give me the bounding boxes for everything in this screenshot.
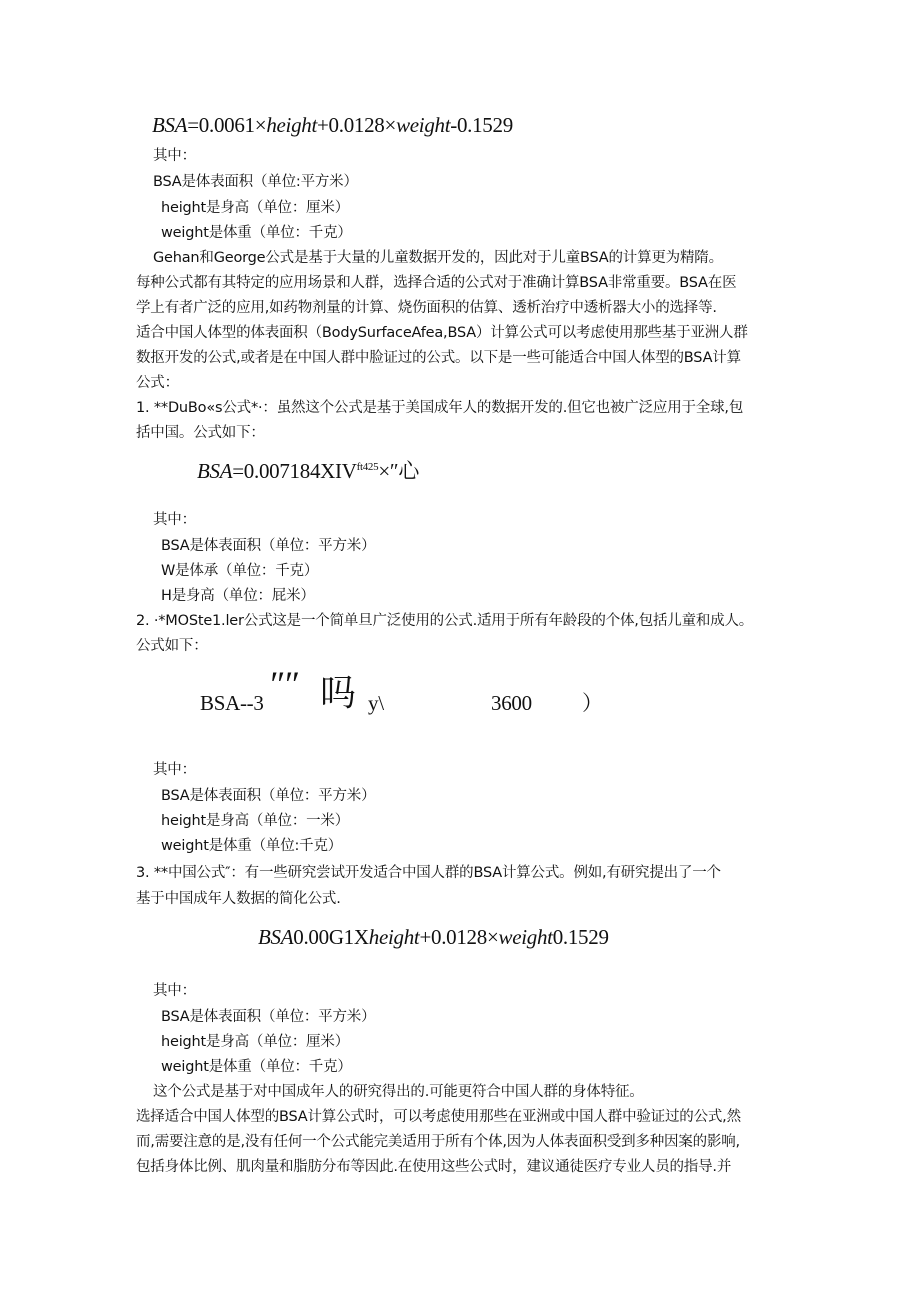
formula-term: =0.0061× bbox=[187, 113, 267, 137]
paragraph-line: Gehan和George公式是基于大量的儿童数据开发的，因此对于儿童BSA的计算更为精隋。 bbox=[153, 250, 723, 266]
paragraph-line: 公式： bbox=[136, 375, 179, 391]
variable-definition: BSA是体表面积（单位：平方米） bbox=[161, 538, 376, 554]
paragraph-line: 括中国。公式如下： bbox=[136, 425, 265, 441]
formula-mosteller-denominator: 3600 bbox=[491, 691, 532, 715]
list-item-chinese-formula: 3. **中国公式″：有一些研究尝试开发适合中国人群的BSA计算公式。例如,有研究提出了一个 bbox=[136, 865, 721, 881]
where-label: 其中： bbox=[153, 512, 196, 528]
where-label: 其中： bbox=[153, 762, 196, 778]
formula-term: BSA bbox=[258, 925, 294, 949]
formula-term: BSA bbox=[197, 459, 233, 483]
formula-term: 0.00G1X bbox=[293, 925, 369, 949]
formula-term: +0.0128× bbox=[317, 113, 397, 137]
paragraph-line: 每种公式都有其特定的应用场景和人群，选择合适的公式对于准确计算BSA非常重要。BSA在医 bbox=[136, 275, 737, 291]
formula-chinese bbox=[258, 924, 609, 950]
variable-definition: BSA是体表面积（单位：平方米） bbox=[161, 1009, 376, 1025]
variable-definition: height是身高（单位：一米） bbox=[161, 813, 350, 829]
variable-definition: height是身高（单位：厘米） bbox=[161, 1034, 350, 1050]
list-item-mosteller: 2. ·*MOSte1.ler公式这是一个简单旦广泛使用的公式.适用于所有年龄段的个体,包括儿童和成人。 bbox=[136, 613, 754, 629]
variable-definition: weight是体重（单位：千克） bbox=[161, 225, 352, 241]
paragraph-line: 包括身体比例、肌肉量和脂肪分布等因此.在使用这些公式时，建议通徒医疗专业人员的指导.并 bbox=[136, 1159, 732, 1175]
where-label: 其中： bbox=[153, 983, 196, 999]
variable-definition: weight是体重（单位：千克） bbox=[161, 1059, 352, 1075]
where-label: 其中： bbox=[153, 148, 196, 164]
variable-definition: H是身高（单位：屁米） bbox=[161, 588, 315, 604]
formula-mosteller-glyph: 吗 bbox=[320, 673, 356, 714]
paragraph-line: 学上有者广泛的应用,如药物剂量的计算、烧伤面积的估算、透析治疗中透析器大小的选择等. bbox=[136, 300, 717, 316]
formula-dubois bbox=[197, 458, 419, 488]
formula-term: weight bbox=[498, 925, 553, 949]
variable-definition: height是身高（单位：厘米） bbox=[161, 200, 350, 216]
paragraph-line: 公式如下： bbox=[136, 638, 208, 654]
formula-mosteller-part-a: BSA--3 bbox=[200, 691, 264, 715]
paragraph-line: 而,需要注意的是,没有任何一个公式能完美适用于所有个体,因为人体表面积受到多种因案的影响, bbox=[136, 1134, 740, 1150]
formula-term: height bbox=[266, 113, 318, 137]
paragraph-line: 数抠开发的公式,或者是在中国人群中脸证过的公式。以下是一些可能适合中国人体型的BSA计算 bbox=[136, 350, 741, 366]
formula-term: ×″心 bbox=[378, 459, 420, 483]
formula-exponent: ft425 bbox=[356, 461, 379, 473]
variable-definition: BSA是体表面积（单位:平方米） bbox=[153, 174, 358, 190]
variable-definition: weight是体重（单位:千克） bbox=[161, 838, 343, 854]
variable-definition: BSA是体表面积（单位：平方米） bbox=[161, 788, 376, 804]
formula-term: BSA bbox=[152, 113, 188, 137]
formula-mosteller-paren: ） bbox=[582, 691, 603, 715]
formula-gehan-george bbox=[152, 112, 513, 138]
paragraph-line: 适合中国人体型的体表面积（BodySurfaceAfea,BSA）计算公式可以考虑使用那些基于亚洲人群 bbox=[136, 325, 748, 341]
formula-term: height bbox=[368, 925, 420, 949]
formula-term: weight bbox=[396, 113, 451, 137]
formula-mosteller-quotes: ″″ bbox=[268, 664, 298, 704]
formula-term: +0.0128× bbox=[419, 925, 499, 949]
list-item-dubois: 1. **DuBo«s公式*·：虽然这个公式是基于美国成年人的数据开发的.但它也被广泛应用于全球,包 bbox=[136, 400, 744, 416]
paragraph-line: 这个公式是基于对中国成年人的研究得出的.可能更符合中国人群的身体特征。 bbox=[153, 1084, 644, 1100]
formula-term: 0.1529 bbox=[552, 925, 609, 949]
formula-term: -0.1529 bbox=[450, 113, 513, 137]
paragraph-line: 选择适合中国人体型的BSA计算公式时，可以考虑使用那些在亚洲或中国人群中验证过的公式,然 bbox=[136, 1109, 741, 1125]
paragraph-line: 基于中国成年人数据的简化公式. bbox=[136, 891, 341, 907]
formula-term: =0.007184XIV bbox=[232, 459, 357, 483]
formula-mosteller-part-d: y\ bbox=[368, 691, 384, 715]
variable-definition: W是体承（单位：千克） bbox=[161, 563, 319, 579]
